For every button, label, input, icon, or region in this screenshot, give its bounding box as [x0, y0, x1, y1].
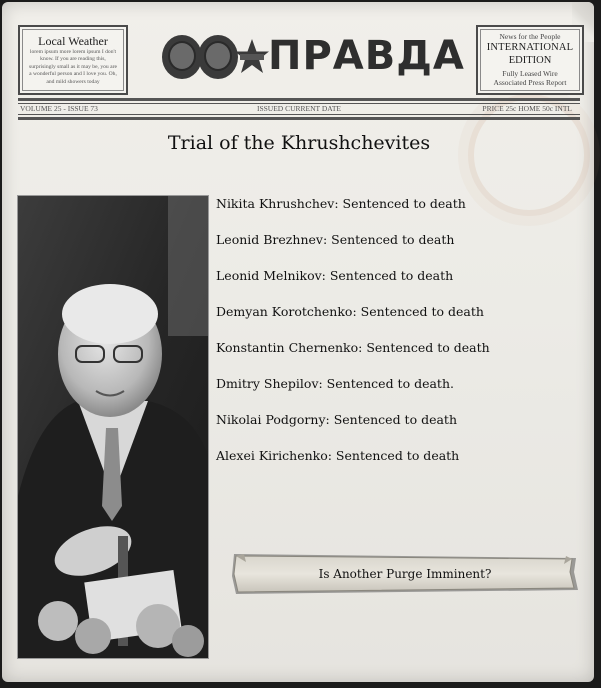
price: PRICE 25c HOME 50c INTL	[482, 104, 572, 113]
edition-tagline: News for the People	[499, 32, 561, 41]
divider	[18, 114, 580, 115]
verdict-entry: Konstantin Chernenko: Sentenced to death	[216, 340, 490, 355]
edition-title-2: EDITION	[508, 55, 552, 66]
verdict-entry: Nikolai Podgorny: Sentenced to death	[216, 412, 457, 427]
event-option-button[interactable]	[230, 552, 580, 596]
verdict-entry: Alexei Kirichenko: Sentenced to death	[216, 448, 460, 463]
medal-icon	[198, 35, 238, 79]
star-icon	[234, 38, 270, 76]
local-weather-box	[18, 25, 128, 95]
verdict-entry: Leonid Brezhnev: Sentenced to death	[216, 232, 455, 247]
verdict-entry: Demyan Korotchenko: Sentenced to death	[216, 304, 484, 319]
weather-text: lorem ipsum more lorem ipsum I don't know. If you are reading this, surprisingly small as it may be, you are a wonderful person and I love you. Oh, and mild showers today	[29, 49, 117, 85]
verdict-entry: Dmitry Shepilov: Sentenced to death.	[216, 376, 454, 391]
volume-issue: VOLUME 25 - ISSUE 73	[20, 104, 98, 113]
international-edition-box	[476, 25, 584, 95]
photo-image	[18, 196, 208, 658]
issue-date: ISSUED CURRENT DATE	[256, 104, 342, 113]
newspaper-event-window	[2, 2, 594, 682]
option-label: Is Another Purge Imminent?	[318, 567, 492, 581]
portrait-photo	[17, 195, 209, 659]
article-headline: Trial of the Khrushchevites	[167, 132, 431, 154]
edition-title-1: INTERNATIONAL	[486, 42, 574, 53]
medal-icon	[162, 35, 202, 79]
verdict-entry: Nikita Khrushchev: Sentenced to death	[216, 196, 466, 211]
edition-report: Associated Press Report	[493, 78, 567, 87]
newspaper-name: ПРАВДА	[268, 33, 465, 79]
divider	[18, 98, 580, 101]
verdict-entry: Leonid Melnikov: Sentenced to death	[216, 268, 454, 283]
weather-title: Local Weather	[38, 34, 108, 48]
divider	[18, 117, 580, 120]
verdict-list	[216, 196, 536, 484]
masthead	[160, 32, 465, 82]
edition-wire: Fully Leased Wire	[502, 69, 558, 78]
